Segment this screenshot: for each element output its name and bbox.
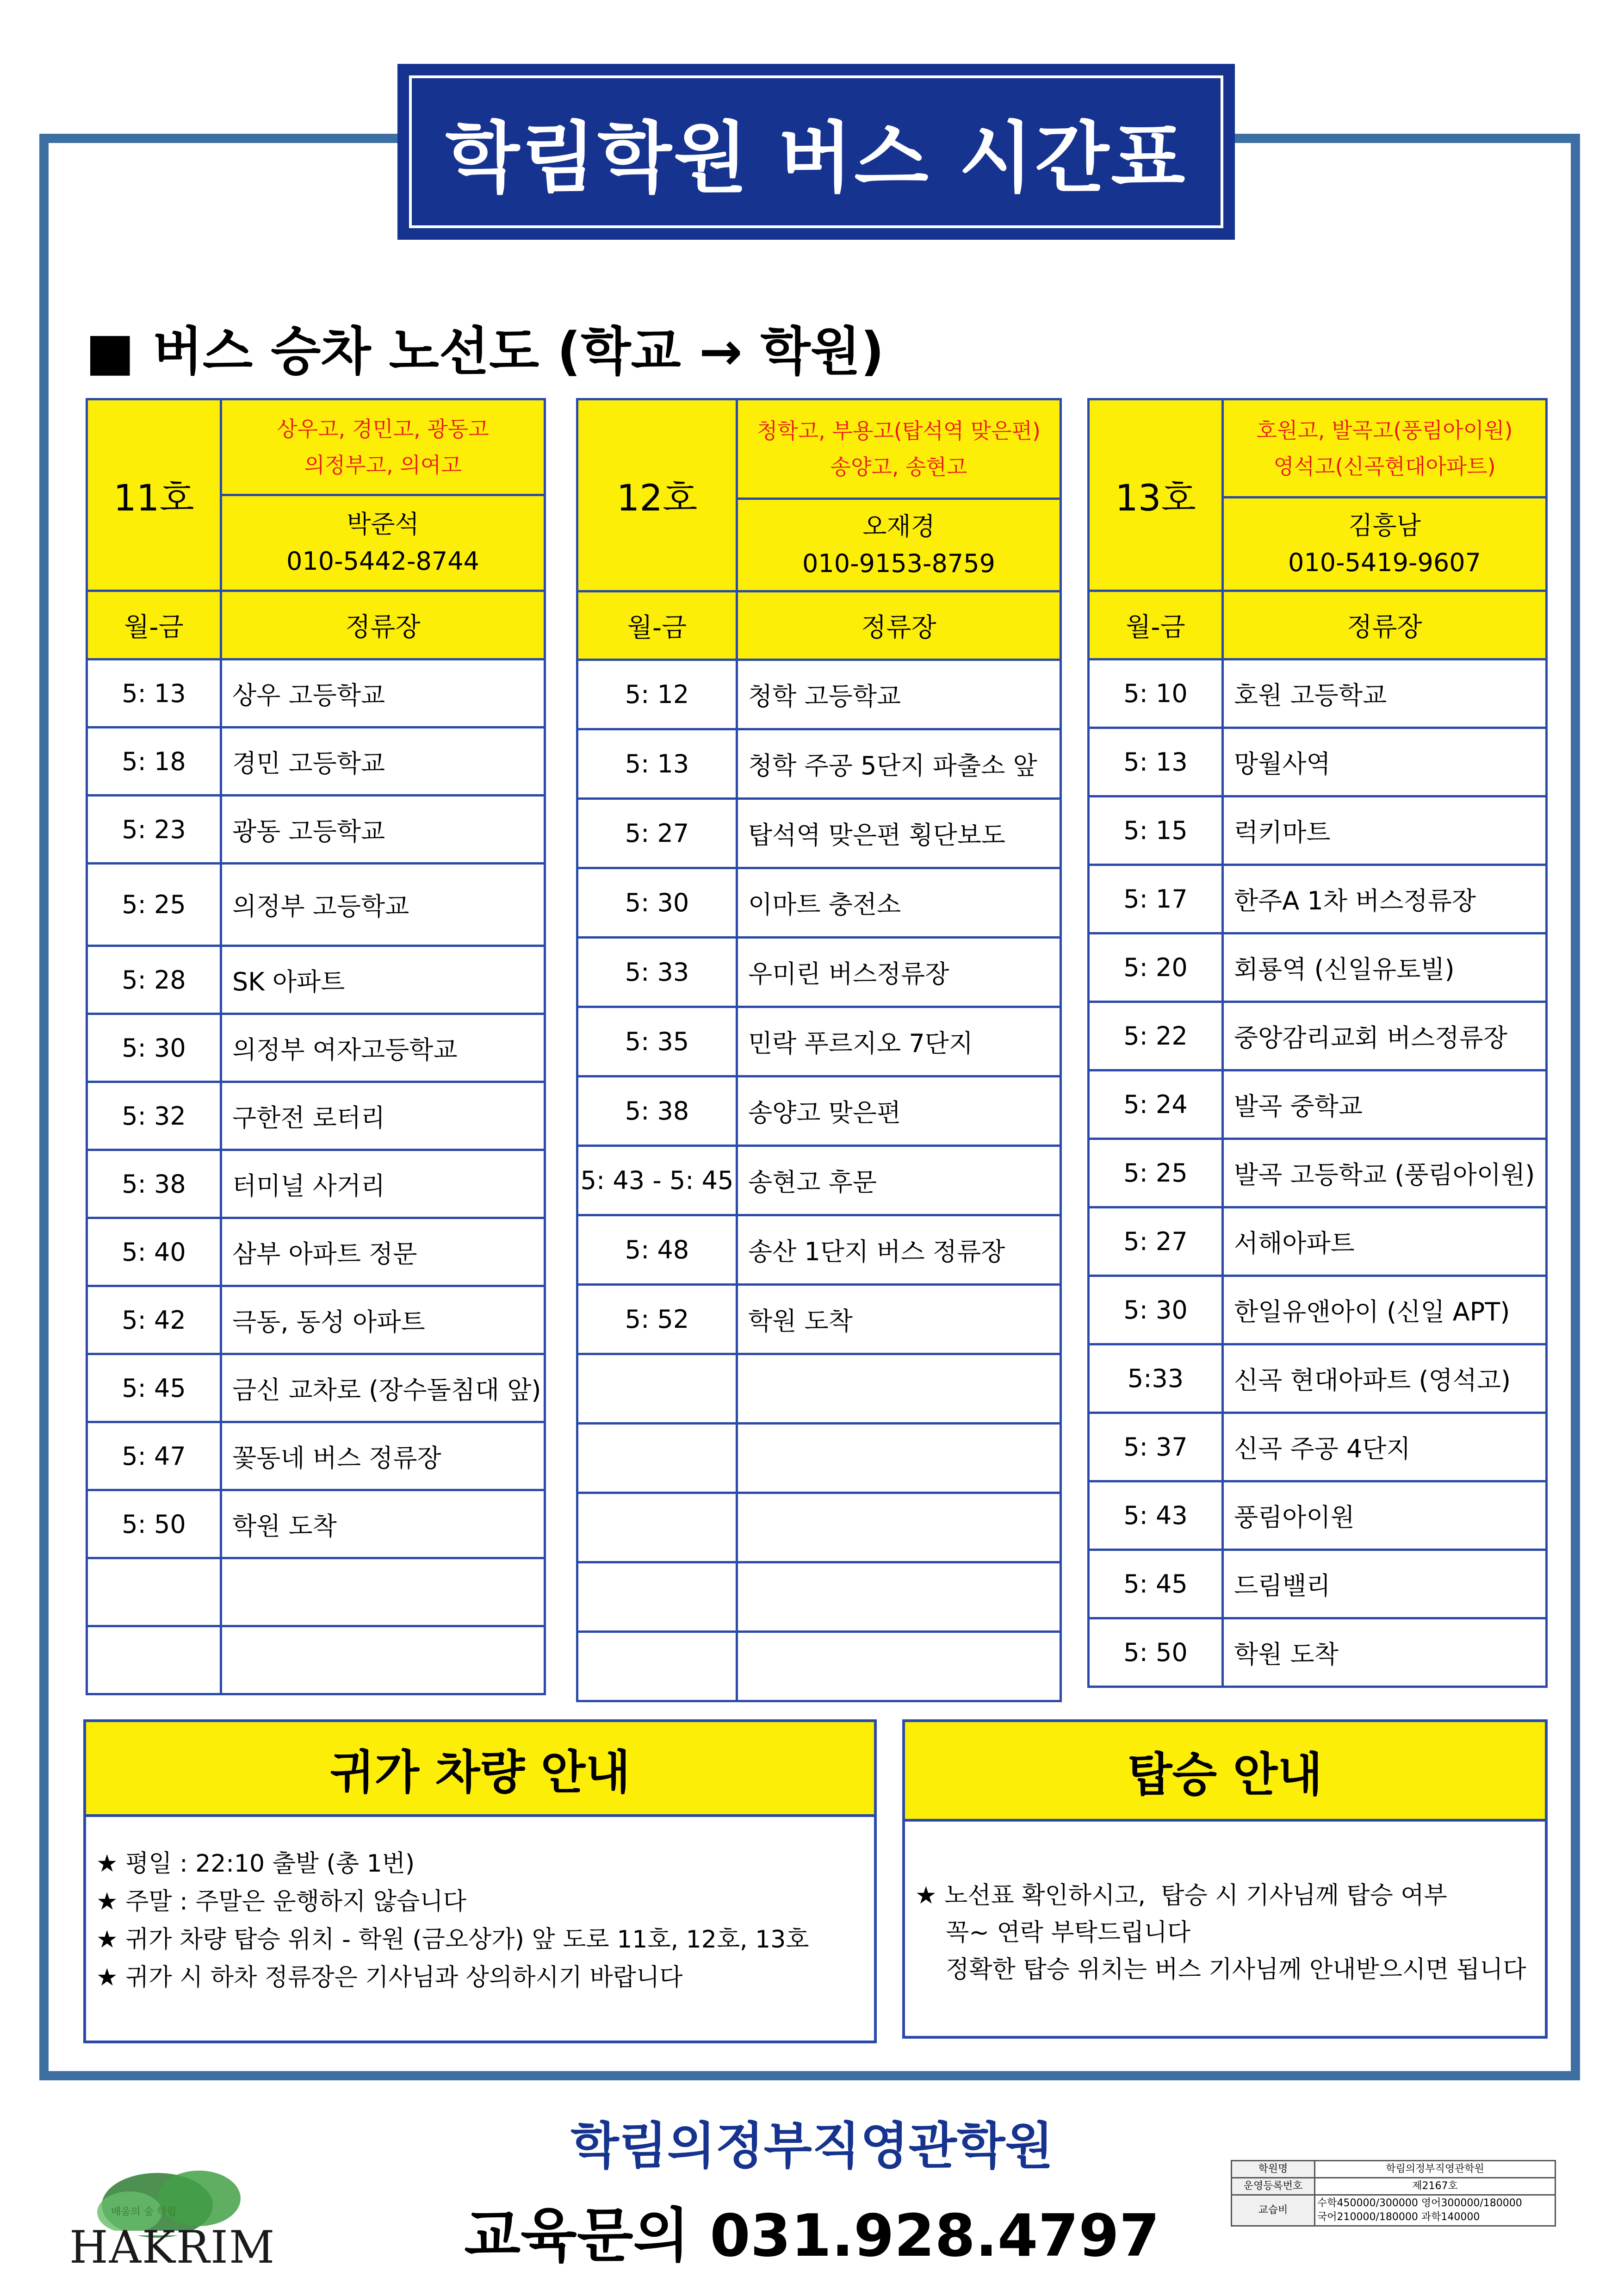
stop-row xyxy=(1089,796,1547,865)
stop-time: 5: 30 xyxy=(1089,1276,1223,1344)
stop-row xyxy=(87,728,545,796)
stop-name: 청학 고등학교 xyxy=(737,660,1061,729)
stop-row xyxy=(577,1076,1061,1146)
stop-row xyxy=(577,868,1061,938)
stop-name: 학원 도착 xyxy=(221,1490,545,1558)
stop-time: 5: 32 xyxy=(87,1082,221,1150)
boarding-info-box xyxy=(902,1719,1548,2039)
stop-row xyxy=(87,1558,545,1626)
stop-name: 경민 고등학교 xyxy=(221,728,545,796)
stop-row xyxy=(1089,1070,1547,1139)
stop-row xyxy=(577,1146,1061,1215)
return-info-title: 귀가 차량 안내 xyxy=(86,1722,874,1817)
stop-name xyxy=(737,1562,1061,1632)
bus-schools: 상우고, 경민고, 광동고 의정부고, 의여고 xyxy=(221,399,545,495)
stop-name: 우미린 버스정류장 xyxy=(737,938,1061,1007)
stop-time: 5: 24 xyxy=(1089,1070,1223,1139)
title-banner xyxy=(397,64,1235,240)
stop-name: 한일유앤아이 (신일 APT) xyxy=(1223,1276,1547,1344)
stop-time: 5: 20 xyxy=(1089,933,1223,1002)
col-header-time: 월-금 xyxy=(577,591,737,660)
return-info-box xyxy=(83,1719,877,2043)
stop-time: 5: 43 - 5: 45 xyxy=(577,1146,737,1215)
stop-row xyxy=(87,1354,545,1422)
driver-phone: 010-5419-9607 xyxy=(1288,548,1481,577)
stop-time xyxy=(87,1558,221,1626)
return-info-line: ★ 귀가 차량 탑승 위치 - 학원 (금오상가) 앞 도로 11호, 12호, 13호 xyxy=(96,1926,809,1954)
info-value: 제2167호 xyxy=(1315,2178,1556,2195)
return-info-line: ★ 귀가 시 하차 정류장은 기사님과 상의하시기 바랍니다 xyxy=(96,1964,683,1991)
col-header-time: 월-금 xyxy=(1089,591,1223,660)
stop-name: 극동, 동성 아파트 xyxy=(221,1286,545,1354)
stop-name: 금신 교차로 (장수돌침대 앞) xyxy=(221,1354,545,1422)
stop-row xyxy=(577,938,1061,1007)
stop-name: 구한전 로터리 xyxy=(221,1082,545,1150)
bus-schools: 청학고, 부용고(탑석역 맞은편) 송양고, 송현고 xyxy=(737,399,1061,499)
stop-time: 5: 38 xyxy=(87,1150,221,1218)
stop-name: 럭키마트 xyxy=(1223,796,1547,865)
bus-number: 11호 xyxy=(87,399,221,591)
contact-phone: 교육문의 031.928.4797 xyxy=(464,2202,1160,2270)
bus-driver: 오재경 010-9153-8759 xyxy=(737,499,1061,591)
stop-name: 회룡역 (신일유토빌) xyxy=(1223,933,1547,1002)
stop-row xyxy=(87,1490,545,1558)
return-info-line: ★ 주말 : 주말은 운행하지 않습니다 xyxy=(96,1888,466,1916)
stop-row xyxy=(1089,1139,1547,1207)
stop-row xyxy=(1089,1344,1547,1413)
stop-name: 신곡 주공 4단지 xyxy=(1223,1413,1547,1481)
stop-row xyxy=(1089,728,1547,796)
stop-time: 5: 33 xyxy=(577,938,737,1007)
stop-time xyxy=(577,1354,737,1424)
stop-name: 한주A 1차 버스정류장 xyxy=(1223,865,1547,933)
stop-row xyxy=(87,946,545,1014)
academy-name: 학림의정부직영관학원 xyxy=(570,2117,1054,2175)
stop-time: 5: 38 xyxy=(577,1076,737,1146)
stop-row xyxy=(577,1285,1061,1354)
stop-name: 터미널 사거리 xyxy=(221,1150,545,1218)
bus-driver: 박준석 010-5442-8744 xyxy=(221,495,545,591)
stop-time xyxy=(577,1632,737,1701)
stop-row xyxy=(87,1014,545,1082)
stop-name: 상우 고등학교 xyxy=(221,660,545,728)
stop-time xyxy=(87,1626,221,1694)
stop-name: 호원 고등학교 xyxy=(1223,660,1547,728)
stop-time: 5: 43 xyxy=(1089,1481,1223,1550)
academy-info-table xyxy=(1231,2160,1556,2227)
stop-name: 학원 도착 xyxy=(1223,1618,1547,1687)
stop-row xyxy=(87,796,545,864)
stop-time: 5: 48 xyxy=(577,1215,737,1285)
stop-row xyxy=(87,1218,545,1286)
col-header-stop: 정류장 xyxy=(737,591,1061,660)
stop-name: 송산 1단지 버스 정류장 xyxy=(737,1215,1061,1285)
stop-name xyxy=(221,1626,545,1694)
bus-number: 13호 xyxy=(1089,399,1223,591)
boarding-info-line: 정확한 탑승 위치는 버스 기사님께 안내받으시면 됩니다 xyxy=(915,1956,1526,1984)
logo-tagline: 배움의 숲 학림 xyxy=(111,2206,177,2218)
stop-time xyxy=(577,1424,737,1493)
stop-time: 5: 15 xyxy=(1089,796,1223,865)
stop-name xyxy=(737,1424,1061,1493)
stop-time: 5: 50 xyxy=(1089,1618,1223,1687)
stop-name: 의정부 고등학교 xyxy=(221,864,545,946)
stop-time: 5: 23 xyxy=(87,796,221,864)
stop-name: 신곡 현대아파트 (영석고) xyxy=(1223,1344,1547,1413)
route-table-13 xyxy=(1087,398,1548,1688)
stop-time: 5: 10 xyxy=(1089,660,1223,728)
section-title: ■ 버스 승차 노선도 (학교 → 학원) xyxy=(86,322,885,382)
bus-number: 12호 xyxy=(577,399,737,591)
stop-row xyxy=(1089,1481,1547,1550)
logo-text: HAKRIM xyxy=(69,2221,276,2273)
stop-name: 삼부 아파트 정문 xyxy=(221,1218,545,1286)
boarding-info-line: 꼭~ 연락 부탁드립니다 xyxy=(915,1919,1190,1947)
stop-row xyxy=(1089,1550,1547,1618)
info-key: 교습비 xyxy=(1232,2195,1315,2226)
stop-row xyxy=(1089,865,1547,933)
stop-time xyxy=(577,1562,737,1632)
info-value: 수학450000/300000 영어300000/180000 국어210000/180000 과학140000 xyxy=(1315,2195,1556,2226)
stop-name: 청학 주공 5단지 파출소 앞 xyxy=(737,729,1061,799)
stop-row xyxy=(1089,933,1547,1002)
stop-time: 5: 45 xyxy=(1089,1550,1223,1618)
stop-row xyxy=(577,1215,1061,1285)
stop-time: 5:33 xyxy=(1089,1344,1223,1413)
stop-name: 송양고 맞은편 xyxy=(737,1076,1061,1146)
stop-time: 5: 35 xyxy=(577,1007,737,1076)
stop-name: 발곡 고등학교 (풍림아이원) xyxy=(1223,1139,1547,1207)
stop-row xyxy=(577,1354,1061,1424)
info-key: 학원명 xyxy=(1232,2161,1315,2178)
stop-name: SK 아파트 xyxy=(221,946,545,1014)
stop-name: 학원 도착 xyxy=(737,1285,1061,1354)
stop-time: 5: 42 xyxy=(87,1286,221,1354)
stop-time: 5: 25 xyxy=(87,864,221,946)
stop-row xyxy=(1089,1276,1547,1344)
stop-time: 5: 18 xyxy=(87,728,221,796)
stop-name: 탑석역 맞은편 횡단보도 xyxy=(737,799,1061,868)
stop-time: 5: 30 xyxy=(577,868,737,938)
stop-name: 서해아파트 xyxy=(1223,1207,1547,1276)
stop-time: 5: 47 xyxy=(87,1422,221,1490)
bus-schools: 호원고, 발곡고(풍림아이원) 영석고(신곡현대아파트) xyxy=(1223,399,1547,498)
stop-time: 5: 25 xyxy=(1089,1139,1223,1207)
col-header-stop: 정류장 xyxy=(1223,591,1547,660)
stop-name: 중앙감리교회 버스정류장 xyxy=(1223,1002,1547,1070)
bus-driver: 김흥남 010-5419-9607 xyxy=(1223,498,1547,591)
stop-time: 5: 17 xyxy=(1089,865,1223,933)
stop-time: 5: 13 xyxy=(577,729,737,799)
boarding-info-body xyxy=(905,1822,1545,1988)
route-table-12 xyxy=(576,398,1062,1702)
col-header-stop: 정류장 xyxy=(221,591,545,660)
stop-row xyxy=(87,1626,545,1694)
stop-row xyxy=(577,1562,1061,1632)
stop-name xyxy=(737,1354,1061,1424)
stop-time: 5: 13 xyxy=(87,660,221,728)
stop-name: 이마트 충전소 xyxy=(737,868,1061,938)
stop-row xyxy=(87,864,545,946)
stop-time: 5: 30 xyxy=(87,1014,221,1082)
stop-row xyxy=(1089,1413,1547,1481)
stop-name xyxy=(737,1493,1061,1562)
stop-row xyxy=(577,1007,1061,1076)
stop-time: 5: 52 xyxy=(577,1285,737,1354)
stop-time: 5: 27 xyxy=(577,799,737,868)
stop-time: 5: 28 xyxy=(87,946,221,1014)
info-value: 학림의정부직영관학원 xyxy=(1315,2161,1556,2178)
driver-phone: 010-9153-8759 xyxy=(802,548,995,578)
stop-name: 민락 푸르지오 7단지 xyxy=(737,1007,1061,1076)
stop-time: 5: 37 xyxy=(1089,1413,1223,1481)
return-info-line: ★ 평일 : 22:10 출발 (총 1번) xyxy=(96,1850,415,1878)
stop-time: 5: 27 xyxy=(1089,1207,1223,1276)
stop-name: 드림밸리 xyxy=(1223,1550,1547,1618)
route-table-11 xyxy=(86,398,546,1695)
col-header-time: 월-금 xyxy=(87,591,221,660)
stop-row xyxy=(1089,1207,1547,1276)
stop-name: 발곡 중학교 xyxy=(1223,1070,1547,1139)
stop-row xyxy=(87,1422,545,1490)
stop-time: 5: 40 xyxy=(87,1218,221,1286)
boarding-info-line: ★ 노선표 확인하시고, 탑승 시 기사님께 탑승 여부 xyxy=(915,1882,1447,1910)
return-info-body xyxy=(86,1817,874,1997)
stop-row xyxy=(577,1424,1061,1493)
stop-name: 망월사역 xyxy=(1223,728,1547,796)
stop-time: 5: 22 xyxy=(1089,1002,1223,1070)
stop-name: 풍림아이원 xyxy=(1223,1481,1547,1550)
stop-row xyxy=(1089,1618,1547,1687)
stop-row xyxy=(1089,1002,1547,1070)
stop-time xyxy=(577,1493,737,1562)
stop-time: 5: 12 xyxy=(577,660,737,729)
stop-row xyxy=(577,1493,1061,1562)
info-key: 운영등록번호 xyxy=(1232,2178,1315,2195)
stop-row xyxy=(577,799,1061,868)
stop-row xyxy=(87,660,545,728)
stop-name: 광동 고등학교 xyxy=(221,796,545,864)
driver-phone: 010-5442-8744 xyxy=(286,547,479,576)
stop-row xyxy=(577,729,1061,799)
stop-name: 꽃동네 버스 정류장 xyxy=(221,1422,545,1490)
stop-row xyxy=(87,1082,545,1150)
stop-time: 5: 13 xyxy=(1089,728,1223,796)
stop-row xyxy=(577,1632,1061,1701)
stop-time: 5: 50 xyxy=(87,1490,221,1558)
boarding-info-title: 탑승 안내 xyxy=(905,1722,1545,1822)
stop-row xyxy=(87,1150,545,1218)
page-title: 학림학원 버스 시간표 xyxy=(409,75,1223,228)
stop-name: 송현고 후문 xyxy=(737,1146,1061,1215)
stop-name xyxy=(221,1558,545,1626)
stop-row xyxy=(1089,660,1547,728)
stop-name: 의정부 여자고등학교 xyxy=(221,1014,545,1082)
stop-time: 5: 45 xyxy=(87,1354,221,1422)
stop-row xyxy=(577,660,1061,729)
stop-row xyxy=(87,1286,545,1354)
stop-name xyxy=(737,1632,1061,1701)
